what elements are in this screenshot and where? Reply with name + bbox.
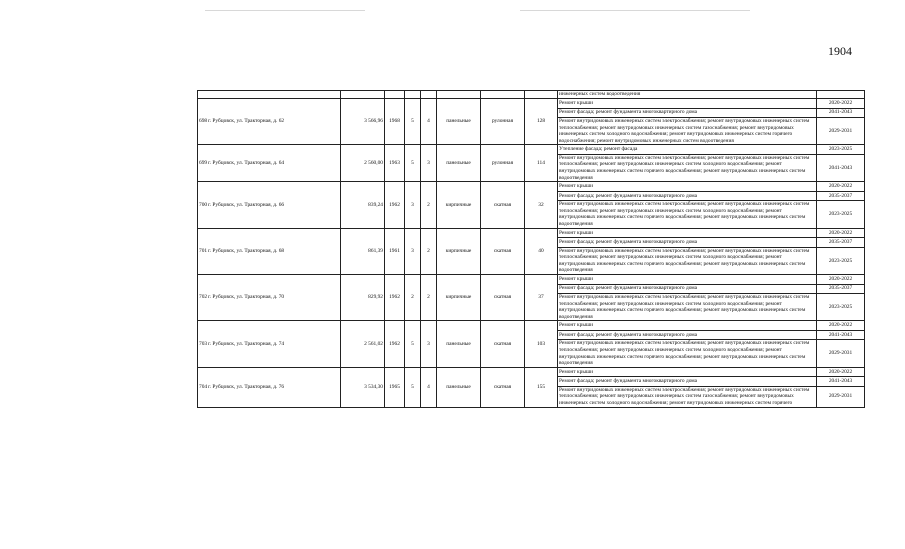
housing-register-table (197, 90, 865, 408)
house-row (198, 228, 865, 238)
work-description: Ремонт внутридомовых инженерных систем электроснабжения; ремонт внутридомовых инженерных систем теплоснабжения; ремонт внутридомовых инженерных систем холодного водоснабжения; ремонт внутридомовых инженерных систем горячего водоснабжения; ремонт внутридомовых инженерных систем водоотведения (558, 294, 817, 321)
floors-count: 3 (405, 182, 421, 228)
work-period: 2020-2022 (817, 367, 865, 377)
empty-cell (385, 91, 405, 99)
empty-cell (481, 91, 525, 99)
wall-material: панельные (437, 99, 481, 145)
total-area: 861,39 (341, 228, 385, 274)
work-description: Ремонт внутридомовых инженерных систем электроснабжения; ремонт внутридомовых инженерных систем теплоснабжения; ремонт внутридомовых инженерных систем холодного водоснабжения; ремонт внутридомовых инженерных систем горячего водоснабжения; ремонт внутридомовых инженерных систем водоотведения (558, 340, 817, 367)
floors-count: 5 (405, 99, 421, 145)
work-period: 2023-2025 (817, 294, 865, 321)
address-cell (198, 182, 341, 228)
roof-type: скатная (481, 228, 525, 274)
entrances-count: 3 (421, 321, 437, 367)
build-year: 1962 (385, 182, 405, 228)
row-number: 701 (199, 248, 208, 255)
work-description: Ремонт фасада; ремонт фундамента многоквартирного дома (558, 284, 817, 294)
residents-count: 37 (525, 275, 558, 321)
work-description: Ремонт внутридомовых инженерных систем электроснабжения; ремонт внутридомовых инженерных систем теплоснабжения; ремонт внутридомовых инженерных систем газоснабжения; ремонт внутридомовых инженерных систем холодного водоснабжения; ремонт внутридомовых инженерных систем горячего (558, 386, 817, 407)
empty-cell (817, 91, 865, 99)
build-year: 1962 (385, 321, 405, 367)
total-area: 2 561,02 (341, 321, 385, 367)
empty-cell (421, 91, 437, 99)
build-year: 1961 (385, 228, 405, 274)
house-address: г. Рубцовск, ул. Тракторная, д. 66 (208, 201, 285, 208)
total-area: 3 566,96 (341, 99, 385, 145)
total-area: 2 560,00 (341, 145, 385, 182)
house-address: г. Рубцовск, ул. Тракторная, д. 64 (208, 160, 285, 167)
work-period: 2041-2043 (817, 377, 865, 387)
floors-count: 5 (405, 367, 421, 407)
work-description: Ремонт крыши (558, 275, 817, 285)
address-cell (198, 367, 341, 407)
house-row (198, 275, 865, 285)
house-address: г. Рубцовск, ул. Тракторная, д. 70 (208, 294, 285, 301)
roof-type: скатная (481, 367, 525, 407)
work-description: Ремонт внутридомовых инженерных систем электроснабжения; ремонт внутридомовых инженерных систем теплоснабжения; ремонт внутридомовых инженерных систем холодного водоснабжения; ремонт внутридомовых инженерных систем горячего водоснабжения; ремонт внутридомовых инженерных систем водоотведения (558, 247, 817, 274)
empty-cell (525, 91, 558, 99)
work-period: 2020-2022 (817, 228, 865, 238)
address-cell (198, 145, 341, 182)
entrances-count: 2 (421, 182, 437, 228)
floors-count: 5 (405, 321, 421, 367)
work-period: 2020-2022 (817, 321, 865, 331)
work-description: Ремонт внутридомовых инженерных систем электроснабжения; ремонт внутридомовых инженерных систем теплоснабжения; ремонт внутридомовых инженерных систем газоснабжения; ремонт внутридомовых инженерных систем холодного водоснабжения; ремонт внутридомовых инженерных систем горячего водоснабжения; ремонт внутридомовых инженерных систем водоотведения (558, 118, 817, 145)
house-row (198, 99, 865, 109)
address-cell (198, 275, 341, 321)
work-period: 2041-2043 (817, 108, 865, 118)
residents-count: 32 (525, 182, 558, 228)
work-description: Ремонт фасада; ремонт фундамента многоквартирного дома (558, 330, 817, 340)
empty-cell (405, 91, 421, 99)
work-period: 2020-2022 (817, 182, 865, 192)
wall-material: панельные (437, 145, 481, 182)
work-period: 2035-2037 (817, 284, 865, 294)
work-description: Ремонт крыши (558, 99, 817, 109)
work-description: Ремонт крыши (558, 182, 817, 192)
total-area: 829,92 (341, 275, 385, 321)
house-address: г. Рубцовск, ул. Тракторная, д. 74 (208, 340, 285, 347)
work-period: 2035-2037 (817, 238, 865, 248)
row-number: 698 (199, 118, 208, 125)
wall-material: кирпичные (437, 228, 481, 274)
house-row (198, 145, 865, 155)
scan-artifact-line (520, 10, 750, 11)
build-year: 1965 (385, 367, 405, 407)
roof-type: рулонная (481, 99, 525, 145)
work-period: 2029-2031 (817, 118, 865, 145)
work-description: Ремонт крыши (558, 367, 817, 377)
work-description: Ремонт фасада; ремонт фундамента многоквартирного дома (558, 238, 817, 248)
total-area: 3 534,30 (341, 367, 385, 407)
roof-type: рулонная (481, 145, 525, 182)
work-period: 2020-2022 (817, 99, 865, 109)
work-period: 2023-2025 (817, 247, 865, 274)
entrances-count: 4 (421, 99, 437, 145)
work-description: Ремонт крыши (558, 228, 817, 238)
work-description: Ремонт внутридомовых инженерных систем электроснабжения; ремонт внутридомовых инженерных систем теплоснабжения; ремонт внутридомовых инженерных систем холодного водоснабжения; ремонт внутридомовых инженерных систем горячего водоснабжения; ремонт внутридомовых инженерных систем водоотведения (558, 201, 817, 228)
wall-material: панельные (437, 321, 481, 367)
work-period: 2029-2031 (817, 386, 865, 407)
residents-count: 40 (525, 228, 558, 274)
work-description: Ремонт внутридомовых инженерных систем электроснабжения; ремонт внутридомовых инженерных систем теплоснабжения; ремонт внутридомовых инженерных систем холодного водоснабжения; ремонт внутридомовых инженерных систем горячего водоснабжения; ремонт внутридомовых инженерных систем водоотведения (558, 154, 817, 181)
entrances-count: 2 (421, 275, 437, 321)
work-period: 2020-2022 (817, 275, 865, 285)
build-year: 1962 (385, 275, 405, 321)
wall-material: панельные (437, 367, 481, 407)
empty-cell (341, 91, 385, 99)
work-description: Ремонт фасада; ремонт фундамента многоквартирного дома (558, 108, 817, 118)
scan-artifact-line (205, 10, 365, 11)
residents-count: 103 (525, 321, 558, 367)
row-number: 703 (199, 340, 208, 347)
build-year: 1968 (385, 99, 405, 145)
floors-count: 3 (405, 228, 421, 274)
floors-count: 5 (405, 145, 421, 182)
work-description: Ремонт фасада; ремонт фундамента многоквартирного дома (558, 191, 817, 201)
residents-count: 128 (525, 99, 558, 145)
row-number: 699 (199, 160, 208, 167)
roof-type: скатная (481, 275, 525, 321)
house-row (198, 367, 865, 377)
residents-count: 155 (525, 367, 558, 407)
empty-cell (198, 91, 341, 99)
entrances-count: 4 (421, 367, 437, 407)
house-row (198, 321, 865, 331)
row-number: 702 (199, 294, 208, 301)
wall-material: кирпичные (437, 182, 481, 228)
address-cell (198, 228, 341, 274)
work-description: Ремонт крыши (558, 321, 817, 331)
work-period: 2041-2043 (817, 154, 865, 181)
address-cell (198, 321, 341, 367)
continuation-row (198, 91, 865, 99)
row-number: 704 (199, 383, 208, 390)
work-description: инженерных систем водоотведения (558, 91, 817, 99)
house-address: г. Рубцовск, ул. Тракторная, д. 76 (208, 383, 285, 390)
address-cell (198, 99, 341, 145)
page-number: 1904 (828, 44, 852, 58)
residents-count: 114 (525, 145, 558, 182)
house-address: г. Рубцовск, ул. Тракторная, д. 68 (208, 248, 285, 255)
build-year: 1963 (385, 145, 405, 182)
roof-type: скатная (481, 182, 525, 228)
house-address: г. Рубцовск, ул. Тракторная, д. 62 (208, 118, 285, 125)
entrances-count: 2 (421, 228, 437, 274)
wall-material: кирпичные (437, 275, 481, 321)
work-description: Ремонт фасада; ремонт фундамента многоквартирного дома (558, 377, 817, 387)
roof-type: скатная (481, 321, 525, 367)
work-period: 2023-2025 (817, 145, 865, 155)
work-period: 2035-2037 (817, 191, 865, 201)
work-period: 2023-2025 (817, 201, 865, 228)
work-description: Утепление фасада; ремонт фасада (558, 145, 817, 155)
work-period: 2041-2043 (817, 330, 865, 340)
house-row (198, 182, 865, 192)
entrances-count: 3 (421, 145, 437, 182)
empty-cell (437, 91, 481, 99)
floors-count: 2 (405, 275, 421, 321)
work-period: 2029-2031 (817, 340, 865, 367)
row-number: 700 (199, 201, 208, 208)
total-area: 839,24 (341, 182, 385, 228)
